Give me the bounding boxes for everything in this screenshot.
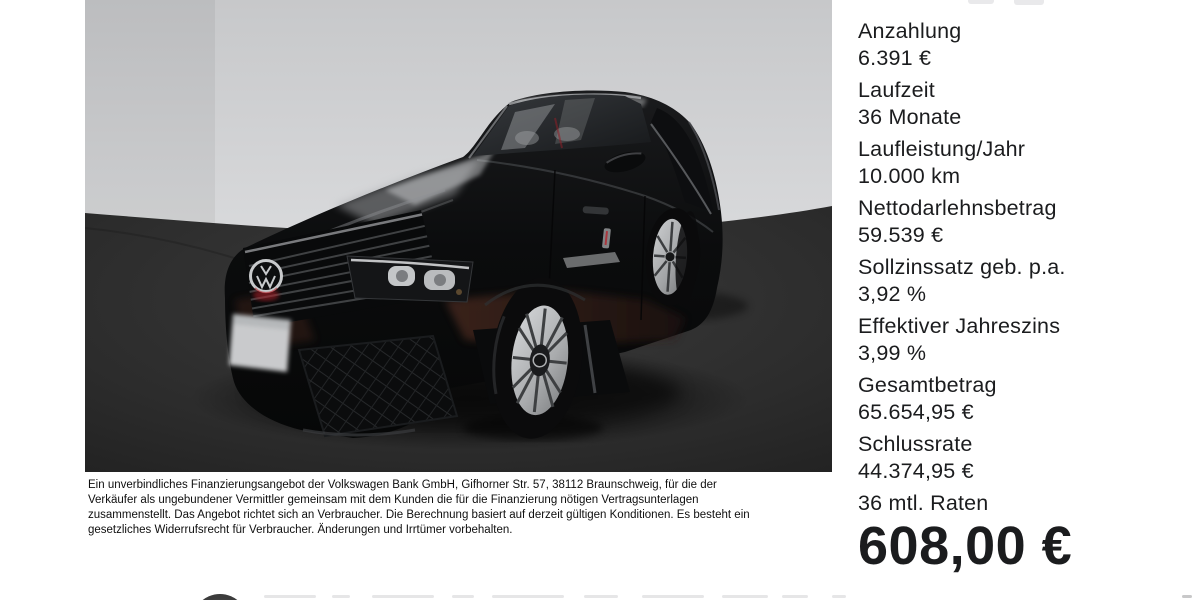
finance-item-sollzinssatz <box>858 254 1072 308</box>
finance-item-label: Effektiver Jahreszins <box>858 314 1061 338</box>
monthly-rate-label: 36 mtl. Raten <box>858 491 989 515</box>
finance-item-value: 44.374,95 € <box>858 459 974 483</box>
cropped-text-artifact-top <box>1014 0 1044 5</box>
cropped-text-artifact-top <box>968 0 994 4</box>
finance-item-schlussrate <box>858 431 1072 485</box>
disclaimer-line: Verkäufer als ungebundener Vermittler gemeinsam mit dem Kunden die für die Finanzierung nötigen Vertragsunterlagen <box>88 494 699 506</box>
finance-item-label: Sollzinssatz geb. p.a. <box>858 255 1066 279</box>
finance-item-value: 6.391 € <box>858 46 932 70</box>
finance-item-laufleistung-jahr <box>858 136 1072 190</box>
finance-item-label: Schlussrate <box>858 432 973 456</box>
license-plate <box>229 314 291 372</box>
finance-item-effektiver-jahreszins <box>858 313 1072 367</box>
finance-item-value: 10.000 km <box>858 164 961 188</box>
monthly-rate-value: 608,00 € <box>858 516 1073 576</box>
finance-item-nettodarlehnsbetrag <box>858 195 1072 249</box>
finance-item-anzahlung <box>858 18 1072 72</box>
disclaimer-text <box>88 478 750 538</box>
disclaimer-line: zusammenstellt. Das Angebot richtet sich an Verbraucher. Die Berechnung basiert auf derzeit gültigen Konditionen. Es besteht ein <box>88 509 750 521</box>
finance-item-label: Laufleistung/Jahr <box>858 137 1026 161</box>
cropped-logo-circle <box>192 594 248 600</box>
finance-item-laufzeit <box>858 77 1072 131</box>
finance-item-gesamtbetrag <box>858 372 1072 426</box>
finance-item-label: Gesamtbetrag <box>858 373 997 397</box>
finance-item-value: 36 Monate <box>858 105 962 129</box>
vw-badge-icon <box>251 261 282 302</box>
finance-item-label: Nettodarlehnsbetrag <box>858 196 1057 220</box>
finance-item-label: Laufzeit <box>858 78 935 102</box>
disclaimer-line: Ein unverbindliches Finanzierungsangebot der Volkswagen Bank GmbH, Gifhorner Str. 57, 38112 Braunschweig, für die der <box>88 479 717 491</box>
finance-item-value: 3,99 % <box>858 341 927 365</box>
finance-item-value: 65.654,95 € <box>858 400 974 424</box>
disclaimer-line: gesetzliches Widerrufsrecht für Verbraucher. Änderungen und Irrtümer vorbehalten. <box>88 524 513 536</box>
finance-item-value: 59.539 € <box>858 223 944 247</box>
finance-item-value: 3,92 % <box>858 282 927 306</box>
car-headlight <box>347 256 473 302</box>
finance-item-label: Anzahlung <box>858 19 962 43</box>
cropped-footer-artifact <box>160 592 1200 600</box>
vehicle-photo <box>85 0 832 472</box>
finance-panel <box>858 18 1072 575</box>
